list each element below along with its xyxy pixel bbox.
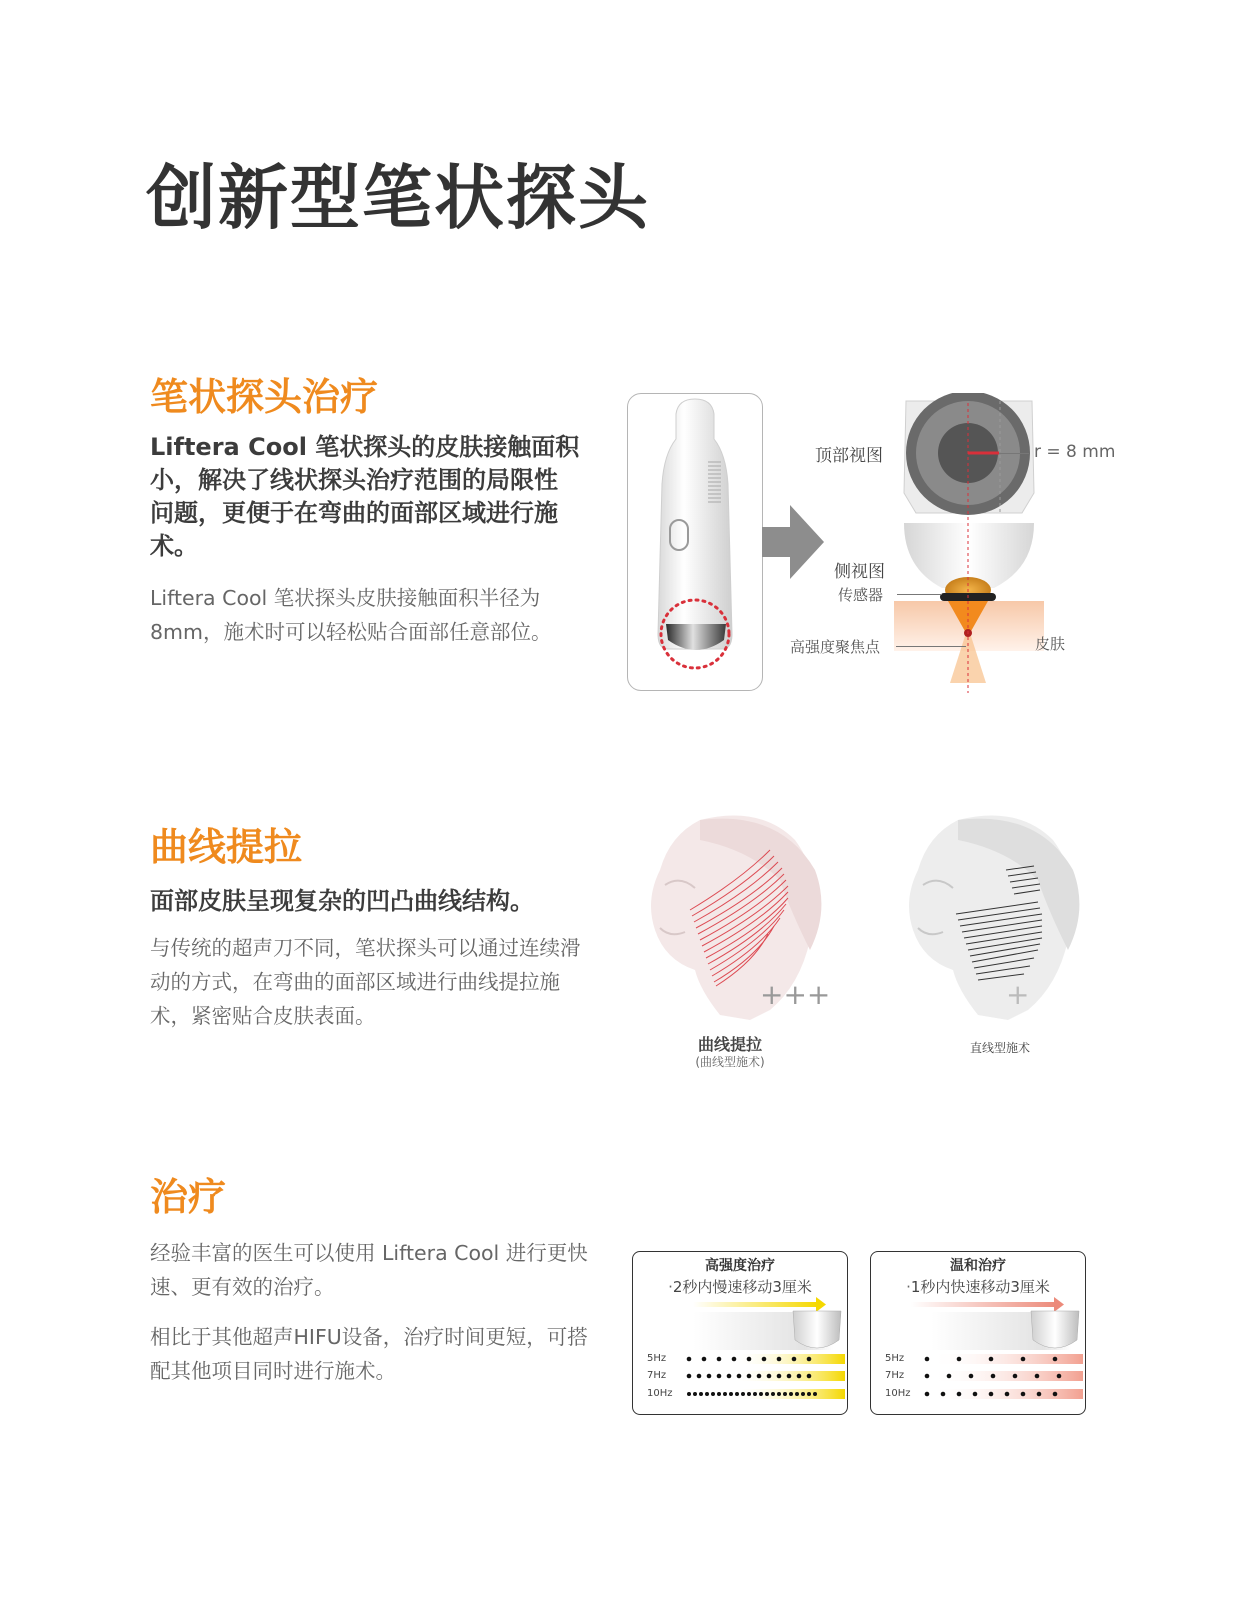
probe-view-diagram	[894, 393, 1044, 703]
arrow-right-icon	[762, 505, 824, 579]
straight-lift-caption: 直线型施术	[969, 1041, 1030, 1055]
gentle-treatment-box	[870, 1251, 1086, 1415]
skin-label: 皮肤	[1035, 635, 1066, 653]
pen-probe-illustration	[628, 394, 762, 690]
gentle-treatment-title: 温和治疗	[950, 1258, 1006, 1274]
section-body-treatment-1: 经验丰富的医生可以使用 Liftera Cool 进行更快速、更有效的治疗。	[150, 1241, 588, 1299]
section-title-curve-lift: 曲线提拉	[150, 825, 303, 869]
gentle-treatment-7hz-label: 7Hz	[885, 1370, 905, 1381]
section-title-pen-probe: 笔状探头治疗	[150, 375, 379, 419]
focus-leader-line	[896, 646, 966, 647]
curve-lift-subcaption: (曲线型施术)	[695, 1055, 765, 1069]
sensor-label: 传感器	[838, 586, 884, 604]
section-lead-pen-probe: Liftera Cool 笔状探头的皮肤接触面积小，解决了线状探头治疗范围的局限性问题，更便于在弯曲的面部区域进行施术。	[150, 433, 580, 560]
focus-point-label: 高强度聚焦点	[790, 638, 881, 656]
section-lead-curve-lift: 面部皮肤呈现复杂的凹凸曲线结构。	[150, 887, 534, 915]
high-intensity-7hz-label: 7Hz	[647, 1370, 667, 1381]
high-intensity-title: 高强度治疗	[705, 1258, 775, 1274]
gentle-treatment-bullet: ·	[906, 1278, 911, 1296]
top-view-label: 顶部视图	[815, 446, 883, 466]
probe-image-card	[627, 393, 763, 691]
section-body-treatment-2: 相比于其他超声HIFU设备，治疗时间更短，可搭配其他项目同时进行施术。	[150, 1325, 588, 1383]
radius-leader-line	[999, 453, 1029, 454]
section-body-pen-probe: Liftera Cool 笔状探头皮肤接触面积半径为8mm，施术时可以轻松贴合面部任意部位。	[150, 586, 552, 644]
high-intensity-5hz-label: 5Hz	[647, 1353, 667, 1364]
straight-lift-face-illustration	[898, 810, 1088, 1020]
radius-label: r = 8 mm	[1034, 442, 1116, 462]
high-intensity-subtitle-text: 2秒内慢速移动3厘米	[672, 1278, 812, 1296]
gentle-treatment-5hz-label: 5Hz	[885, 1353, 905, 1364]
high-intensity-10hz-label: 10Hz	[647, 1388, 673, 1399]
side-view-label: 侧视图	[834, 562, 885, 582]
straight-plus-indicator: +	[1006, 978, 1030, 1011]
curve-plus-indicator: +++	[760, 978, 831, 1011]
high-intensity-bullet: ·	[668, 1278, 673, 1296]
high-intensity-box	[632, 1251, 848, 1415]
curve-lift-caption: 曲线提拉	[697, 1035, 762, 1054]
sensor-leader-line	[897, 594, 942, 595]
section-body-curve-lift: 与传统的超声刀不同，笔状探头可以通过连续滑动的方式，在弯曲的面部区域进行曲线提拉施术，紧密贴合皮肤表面。	[150, 936, 581, 1028]
section-title-treatment: 治疗	[150, 1175, 227, 1219]
gentle-treatment-subtitle-text: 1秒内快速移动3厘米	[910, 1278, 1050, 1296]
gentle-treatment-10hz-label: 10Hz	[885, 1388, 911, 1399]
page-title: 创新型笔状探头	[146, 157, 650, 239]
